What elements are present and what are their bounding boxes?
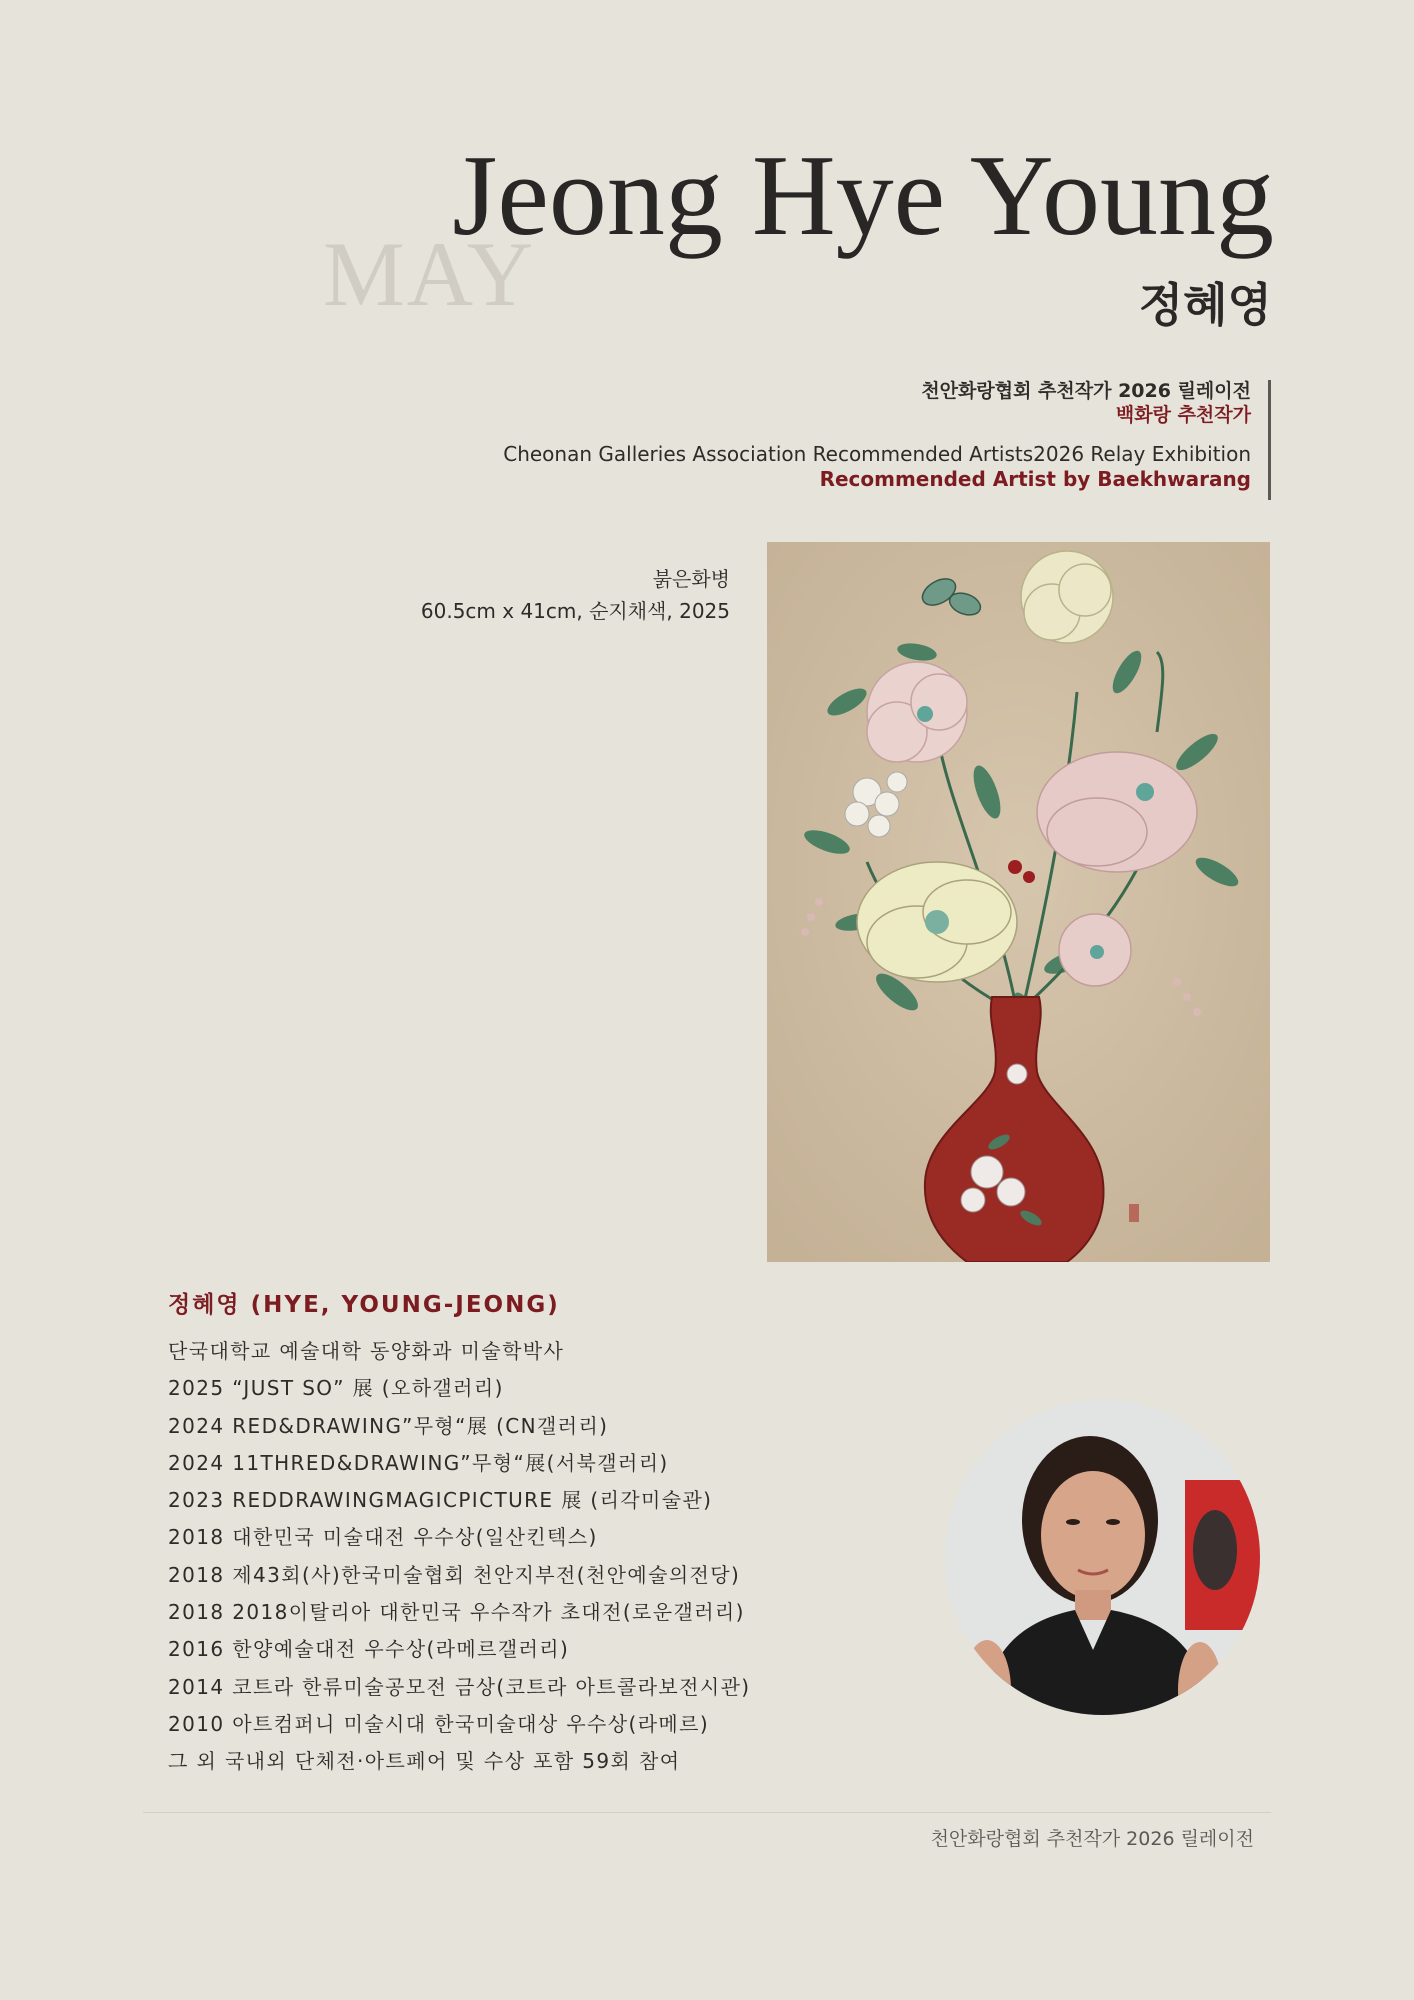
bio-item: 2018 2018이탈리아 대한민국 우수작가 초대전(로운갤러리): [168, 1600, 745, 1625]
footer-divider: [143, 1812, 1271, 1813]
bio-item: 2024 11THRED&DRAWING”무형“展(서북갤러리): [168, 1450, 669, 1475]
portrait-illustration: [945, 1400, 1260, 1715]
exhibition-divider-bar: [1268, 380, 1271, 500]
artist-name-korean: 정혜영: [1138, 278, 1272, 332]
bio-item: 단국대학교 예술대학 동양화과 미술학박사: [168, 1339, 565, 1363]
exhibition-title-english: Cheonan Galleries Association Recommended Artists2026 Relay Exhibition: [503, 441, 1251, 466]
exhibition-info: [503, 380, 1251, 492]
recommender-english: Recommended Artist by Baekhwarang: [819, 466, 1251, 491]
recommender-korean: 백화랑 추천작가: [1115, 403, 1251, 426]
exhibition-title-korean: 천안화랑협회 추천작가 2026 릴레이전: [921, 380, 1251, 402]
bio-heading: 정혜영 (HYE, YOUNG-JEONG): [168, 1292, 560, 1318]
footer-text: 천안화랑협회 추천작가 2026 릴레이전: [930, 1828, 1254, 1850]
artist-name-english: Jeong Hye Young: [452, 132, 1274, 260]
bio-item: 2016 한양예술대전 우수상(라메르갤러리): [168, 1637, 570, 1662]
bio-item: 2018 제43회(사)한국미술협회 천안지부전(천안예술의전당): [168, 1562, 741, 1587]
bio-item: 2010 아트컴퍼니 미술시대 한국미술대상 우수상(라메르): [168, 1711, 710, 1736]
bio-item: 2014 코트라 한류미술공모전 금상(코트라 아트콜라보전시관): [168, 1674, 751, 1699]
bio-item: 2018 대한민국 미술대전 우수상(일산킨텍스): [168, 1525, 598, 1550]
artwork-caption: [421, 563, 730, 627]
bio-item: 2024 RED&DRAWING”무형“展 (CN갤러리): [168, 1413, 609, 1438]
bio-item: 2023 REDDRAWINGMAGICPICTURE 展 (리각미술관): [168, 1488, 713, 1513]
artist-portrait-photo: [945, 1400, 1260, 1715]
artwork-title: 붉은화병: [652, 567, 730, 591]
bio-item: 그 외 국내외 단체전·아트페어 및 수상 포함 59회 참여: [168, 1749, 681, 1774]
bio-item: 2025 “JUST SO” 展 (오하갤러리): [168, 1376, 504, 1401]
bio-list: [168, 1333, 751, 1781]
red-vase-flower-painting: [767, 542, 1270, 1262]
month-label: MAY: [323, 223, 536, 325]
artwork-details: 60.5cm x 41cm, 순지채색, 2025: [420, 599, 730, 623]
artwork-painting: [767, 542, 1270, 1262]
